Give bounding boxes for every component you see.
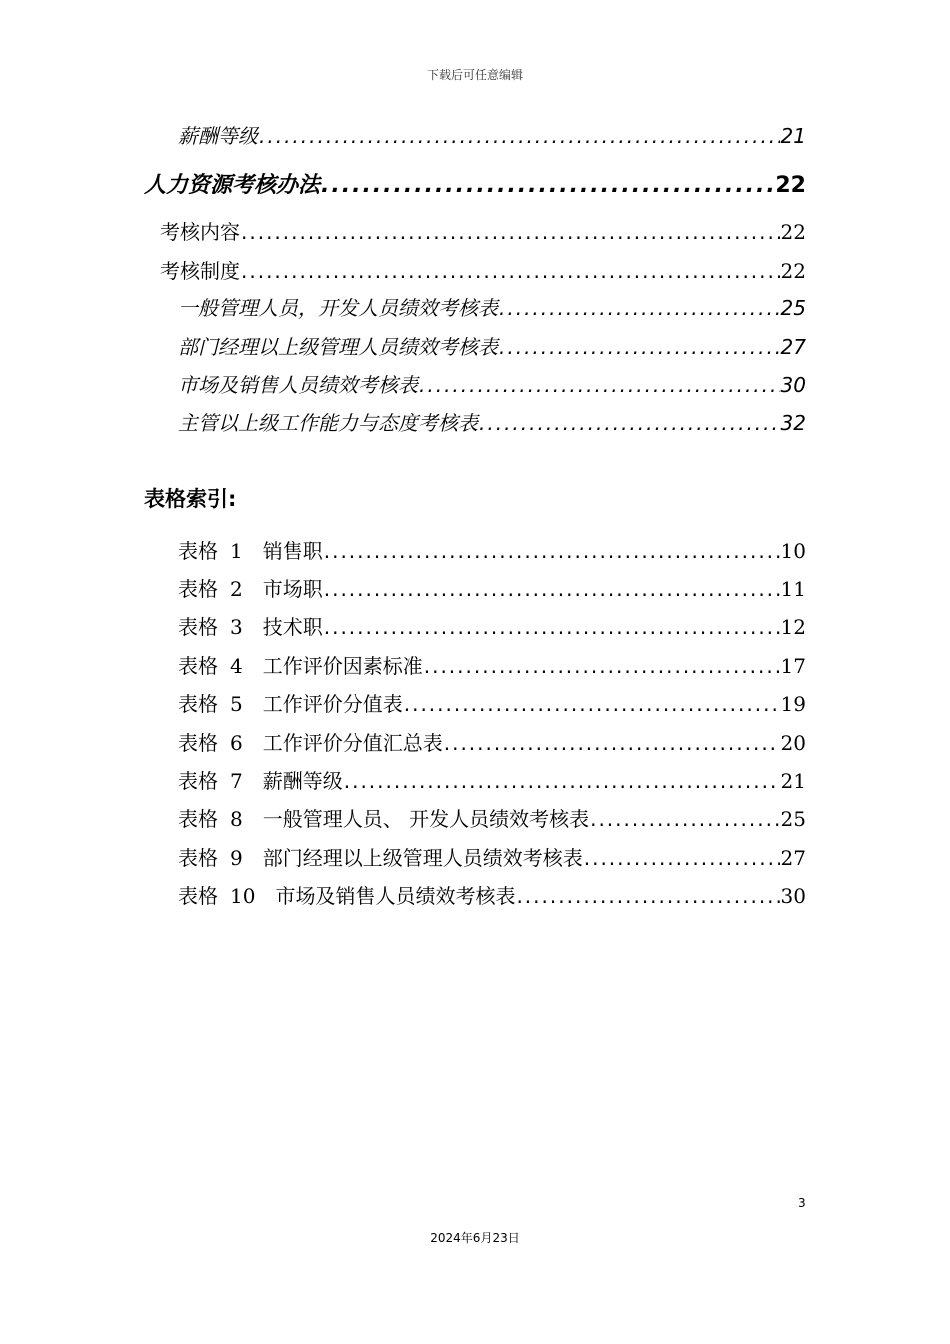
table-index-entry[interactable] [178,535,806,564]
table-index-label [178,650,423,679]
table-number: 6 [230,731,243,755]
table-index-label [178,765,343,794]
toc-entry-assessment-content[interactable] [160,216,806,245]
toc-page-number: 30 [780,373,806,397]
table-prefix: 表格 [178,692,218,716]
table-prefix: 表格 [178,539,218,563]
toc-leader-dots [344,769,780,793]
table-title: 工作评价因素标准 [262,654,423,678]
table-number: 3 [230,615,243,639]
page-header: 下载后可任意编辑 [426,68,523,82]
table-index-entry[interactable] [178,688,806,717]
toc-leader-dots [590,807,779,831]
toc-leader-dots [584,846,780,870]
toc-page-number: 20 [780,731,806,755]
table-title: 市场及销售人员绩效考核表 [275,884,516,908]
table-index-label [178,535,323,564]
table-index-label [178,803,589,832]
table-index-heading: 表格索引: [144,487,237,511]
toc-leader-dots [516,884,779,908]
table-index-entry[interactable] [178,573,806,602]
table-number: 8 [230,807,243,831]
toc-leader-dots [321,173,774,198]
toc-entry-title: 考核制度 [160,259,240,283]
table-index-entry[interactable] [178,842,806,871]
toc-entry-manager-form[interactable] [178,331,806,360]
toc-entry-salary-grade[interactable] [178,120,806,149]
toc-entry-title: 薪酬等级 [178,124,258,148]
table-number: 1 [230,539,243,563]
toc-page-number: 11 [780,577,806,601]
table-index-label [178,688,403,717]
table-number: 5 [230,692,243,716]
table-title: 一般管理人员、 开发人员绩效考核表 [262,807,590,831]
table-number: 2 [230,577,243,601]
toc-page-number: 27 [780,335,806,359]
toc-page-number: 10 [780,539,806,563]
toc-page-number: 32 [780,411,806,435]
toc-leader-dots [259,124,780,148]
toc-entry-title: 人力资源考核办法 [144,173,321,198]
table-prefix: 表格 [178,846,218,870]
table-index-entry[interactable] [178,650,806,679]
toc-entry-assessment-system[interactable] [160,255,806,284]
toc-page-number: 21 [780,769,806,793]
toc-entry-title: 一般管理人员，开发人员绩效考核表 [178,296,498,320]
table-index-label [178,611,323,640]
toc-page-number: 22 [780,220,806,244]
table-title: 薪酬等级 [262,769,343,793]
toc-page-number: 30 [780,884,806,908]
table-number: 7 [230,769,243,793]
table-number: 10 [230,884,256,908]
toc-leader-dots [324,615,780,639]
table-prefix: 表格 [178,884,218,908]
table-index-entry[interactable] [178,727,806,756]
table-index-label [178,842,583,871]
table-number: 4 [230,654,243,678]
toc-page-number: 21 [780,124,806,148]
toc-page-number: 22 [780,259,806,283]
table-title: 市场职 [262,577,323,601]
table-number: 9 [230,846,243,870]
toc-entry-general-staff-form[interactable] [178,292,806,321]
toc-page-number: 19 [780,692,806,716]
toc-page-number: 12 [780,615,806,639]
toc-entry-title: 部门经理以上级管理人员绩效考核表 [178,335,498,359]
toc-leader-dots [499,296,780,320]
toc-entry-title: 市场及销售人员绩效考核表 [178,373,418,397]
toc-leader-dots [444,731,780,755]
toc-leader-dots [324,577,780,601]
page-footer-date: 2024年6月23日 [430,1231,520,1245]
toc-entry-supervisor-form[interactable] [178,407,806,436]
table-prefix: 表格 [178,654,218,678]
table-prefix: 表格 [178,577,218,601]
toc-leader-dots [424,654,780,678]
toc-leader-dots [241,259,780,283]
toc-leader-dots [241,220,780,244]
toc-leader-dots [404,692,780,716]
toc-leader-dots [419,373,780,397]
table-index-label [178,573,323,602]
toc-page-number: 17 [780,654,806,678]
table-title: 部门经理以上级管理人员绩效考核表 [262,846,583,870]
table-title: 工作评价分值表 [262,692,403,716]
toc-leader-dots [499,335,780,359]
table-prefix: 表格 [178,615,218,639]
toc-entry-title: 考核内容 [160,220,240,244]
toc-page-number: 27 [780,846,806,870]
toc-leader-dots [324,539,780,563]
table-index-entry[interactable] [178,611,806,640]
toc-page-number: 22 [775,173,806,198]
table-title: 技术职 [262,615,323,639]
table-index-label [178,880,515,909]
table-prefix: 表格 [178,769,218,793]
toc-entry-title: 主管以上级工作能力与态度考核表 [178,411,478,435]
toc-page-number: 25 [780,296,806,320]
table-index-entry[interactable] [178,803,806,832]
page-number: 3 [798,1196,806,1210]
toc-entry-sales-form[interactable] [178,369,806,398]
table-index-entry[interactable] [178,880,806,909]
table-index-entry[interactable] [178,765,806,794]
table-prefix: 表格 [178,807,218,831]
table-title: 销售职 [262,539,323,563]
table-title: 工作评价分值汇总表 [262,731,443,755]
table-index-label [178,727,443,756]
toc-entry-hr-assessment[interactable] [144,168,806,199]
toc-leader-dots [479,411,780,435]
toc-page-number: 25 [780,807,806,831]
table-prefix: 表格 [178,731,218,755]
